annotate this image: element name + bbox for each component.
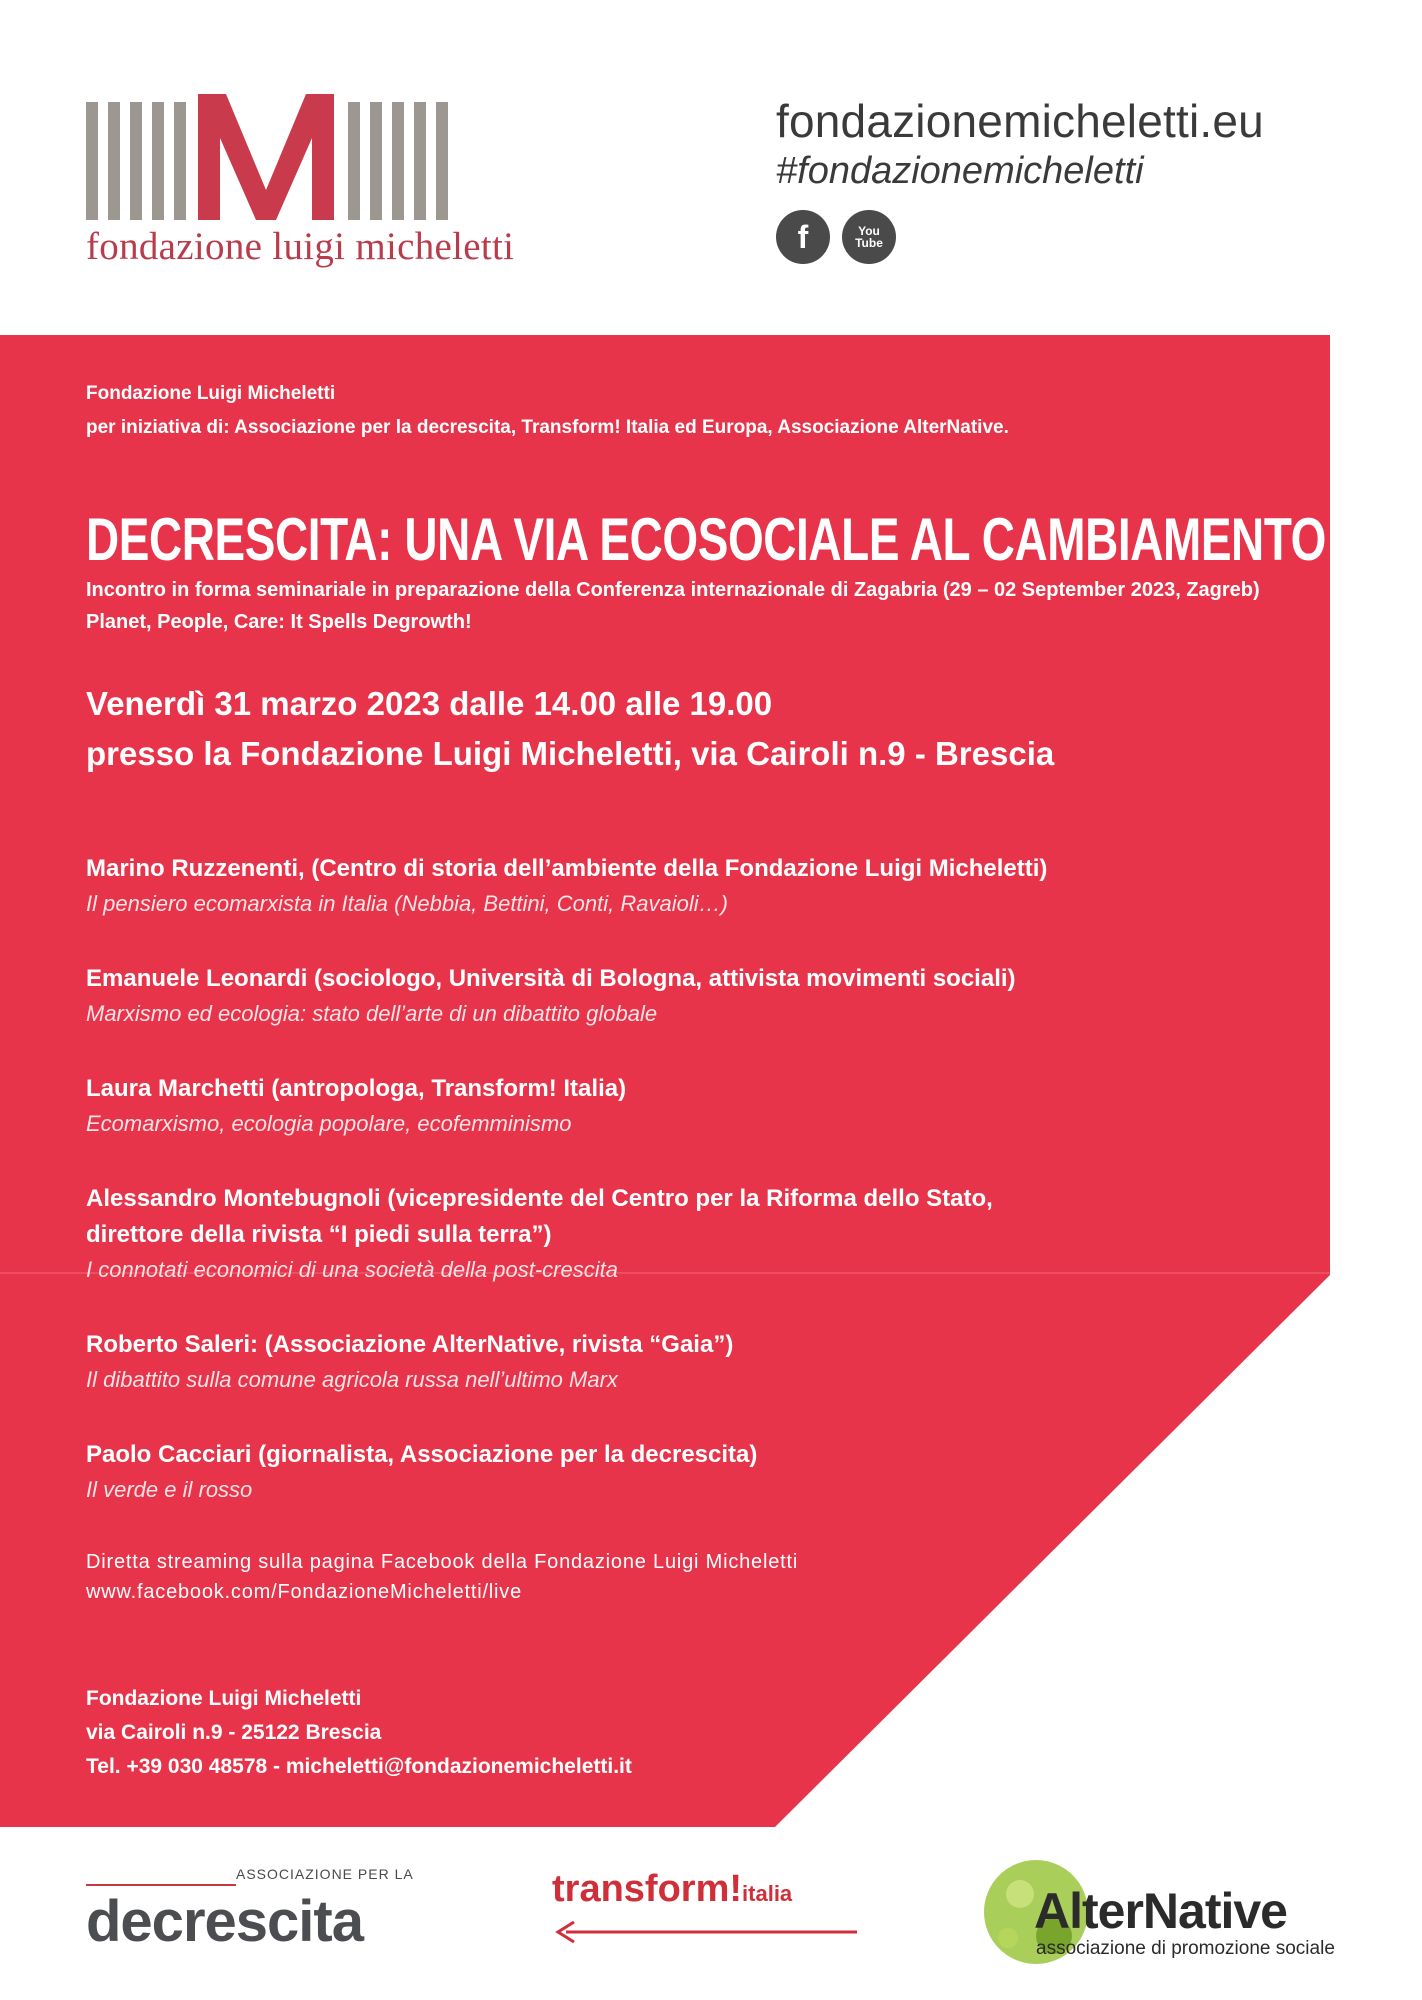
youtube-icon[interactable] xyxy=(842,210,896,264)
decrescita-logo xyxy=(86,1866,416,1966)
logo-bar xyxy=(130,102,142,220)
event-title: DECRESCITA: UNA VIA ECOSOCIALE AL CAMBIAMENTO xyxy=(86,506,1326,573)
alternative-logo xyxy=(980,1846,1360,1976)
decrescita-small-text: ASSOCIAZIONE PER LA xyxy=(236,1866,414,1882)
speaker-name-cont: direttore della rivista “I piedi sulla terra”) xyxy=(86,1221,552,1248)
facebook-icon[interactable] xyxy=(776,210,830,264)
logo-bar xyxy=(392,102,404,220)
speaker-name: Emanuele Leonardi (sociologo, Università di Bologna, attivista movimenti sociali) xyxy=(86,965,1016,992)
transform-suffix: italia xyxy=(742,1881,793,1906)
speaker-talk: Il pensiero ecomarxista in Italia (Nebbia, Bettini, Conti, Ravaioli…) xyxy=(86,891,728,916)
transform-logo xyxy=(552,1868,872,1958)
logo-m xyxy=(198,94,334,220)
speaker-talk: Marxismo ed ecologia: stato dell’arte di un dibattito globale xyxy=(86,1001,658,1026)
logo-bar xyxy=(174,102,186,220)
address-contact: Tel. +39 030 48578 - micheletti@fondazionemicheletti.it xyxy=(86,1755,632,1778)
streaming-link[interactable]: www.facebook.com/FondazioneMicheletti/live xyxy=(86,1581,523,1603)
event-date: Venerdì 31 marzo 2023 dalle 14.00 alle 19.00 xyxy=(86,685,773,722)
youtube-line-1: You xyxy=(858,224,880,238)
logo-bar xyxy=(108,102,120,220)
youtube-line-2: Tube xyxy=(855,236,883,250)
speaker-talk: Il dibattito sulla comune agricola russa nell’ultimo Marx xyxy=(86,1367,618,1392)
event-panel xyxy=(0,335,1422,1827)
event-subtitle-1: Incontro in forma seminariale in preparazione della Conferenza internazionale di Zagabria (29 – 02 September 2023, Zagreb) xyxy=(86,579,1260,601)
logo-bar xyxy=(436,102,448,220)
arrow-left-icon xyxy=(552,1920,862,1944)
logo-bar xyxy=(414,102,426,220)
logo-bar xyxy=(348,102,360,220)
transform-wordmark xyxy=(552,1868,792,1911)
alternative-wordmark: AlterNative xyxy=(1034,1883,1287,1939)
event-subtitle-2: Planet, People, Care: It Spells Degrowth! xyxy=(86,611,472,633)
address-line-1: Fondazione Luigi Micheletti xyxy=(86,1687,362,1710)
logo-mark xyxy=(86,92,466,222)
speaker-name: Paolo Cacciari (giornalista, Associazione per la decrescita) xyxy=(86,1441,758,1468)
initiative-line: per iniziativa di: Associazione per la decrescita, Transform! Italia ed Europa, Associazione AlterNative. xyxy=(86,417,1009,438)
logo-bar xyxy=(86,102,98,220)
speaker-name: Marino Ruzzenenti, (Centro di storia dell’ambiente della Fondazione Luigi Micheletti) xyxy=(86,855,1048,882)
hashtag: #fondazionemicheletti xyxy=(776,150,1144,192)
organizer: Fondazione Luigi Micheletti xyxy=(86,383,336,404)
site-url[interactable]: fondazionemicheletti.eu xyxy=(776,95,1264,147)
streaming-note: Diretta streaming sulla pagina Facebook della Fondazione Luigi Micheletti xyxy=(86,1551,799,1573)
facebook-glyph: f xyxy=(797,218,809,255)
youtube-glyph xyxy=(855,225,883,249)
event-venue: presso la Fondazione Luigi Micheletti, via Cairoli n.9 - Brescia xyxy=(86,735,1055,772)
speaker-talk: Ecomarxismo, ecologia popolare, ecofemminismo xyxy=(86,1111,572,1136)
decrescita-rule xyxy=(86,1884,236,1886)
logo-bar xyxy=(370,102,382,220)
address-line-2: via Cairoli n.9 - 25122 Brescia xyxy=(86,1721,382,1744)
speaker-talk: Il verde e il rosso xyxy=(86,1477,253,1502)
transform-main: transform! xyxy=(552,1868,743,1910)
speaker-name: Laura Marchetti (antropologa, Transform! Italia) xyxy=(86,1075,627,1102)
logo-text: fondazione luigi micheletti xyxy=(86,225,515,268)
logo-bar xyxy=(152,102,164,220)
speaker-name: Alessandro Montebugnoli (vicepresidente del Centro per la Riforma dello Stato, xyxy=(86,1185,993,1212)
alternative-subtitle: associazione di promozione sociale xyxy=(1036,1938,1335,1959)
decrescita-wordmark: decrescita xyxy=(86,1889,363,1954)
speaker-talk: I connotati economici di una società della post-crescita xyxy=(86,1257,618,1282)
foundation-logo xyxy=(86,92,546,272)
speaker-name: Roberto Saleri: (Associazione AlterNative, rivista “Gaia”) xyxy=(86,1331,734,1358)
